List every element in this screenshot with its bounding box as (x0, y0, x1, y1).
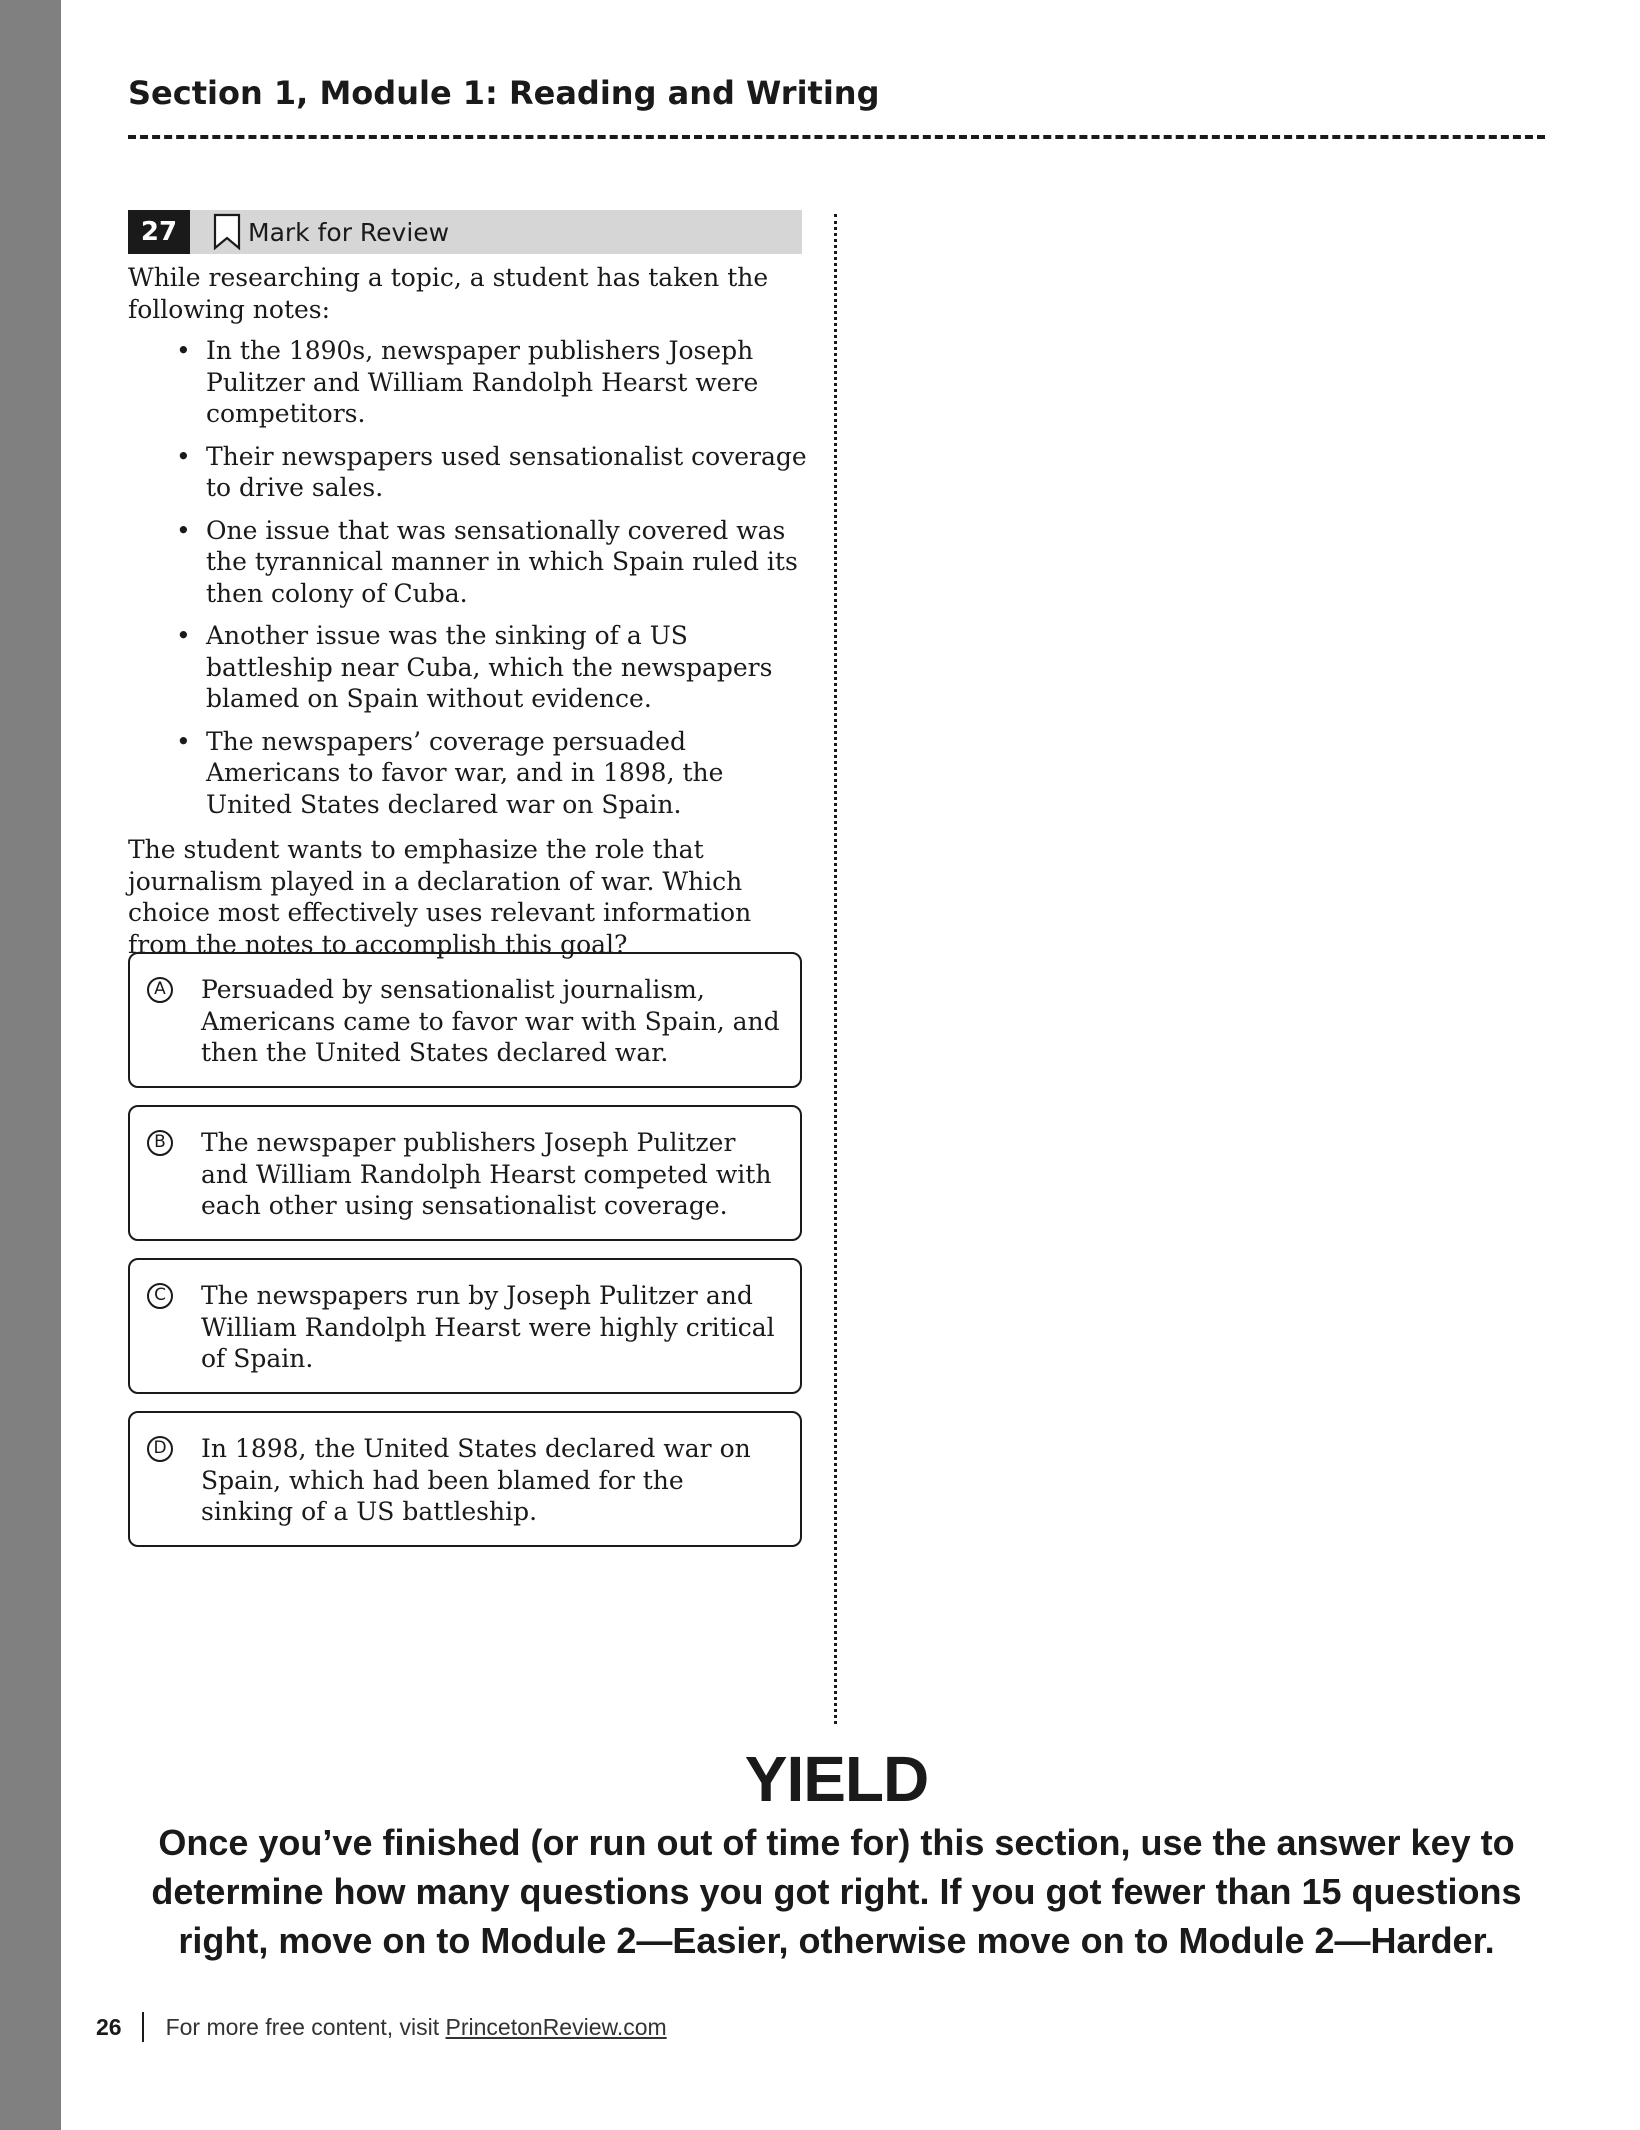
choice-c-text: The newspapers run by Joseph Pulitzer and William Randolph Hearst were highly critical of Spain. (201, 1281, 775, 1373)
answer-choices (128, 952, 802, 1564)
choice-a[interactable] (128, 952, 802, 1088)
choice-letter-d: D (147, 1436, 173, 1462)
question-prompt: The student wants to emphasize the role that journalism played in a declaration of war. Which choice most effectively uses relevant information from the notes to accomplish this goal? (128, 835, 752, 959)
note-item: • One issue that was sensationally covered was the tyrannical manner in which Spain ruled its then colony of Cuba. (206, 515, 808, 610)
footer-separator (142, 2012, 144, 2042)
page-number: 26 (96, 2013, 122, 2040)
choice-b-text: The newspaper publishers Joseph Pulitzer and William Randolph Hearst competed with each other using sensationalist coverage. (201, 1128, 772, 1220)
notes-list (128, 335, 808, 820)
yield-instructions: Once you’ve finished (or run out of time for) this section, use the answer key to determine how many questions you got right. If you got fewer than 15 questions right, move on to Module 2—Easier, otherwise move on to Module 2—Harder. (151, 1822, 1522, 1961)
choice-a-text: Persuaded by sensationalist journalism, Americans came to favor war with Spain, and then the United States declared war. (201, 975, 780, 1067)
note-item: • Their newspapers used sensationalist coverage to drive sales. (206, 441, 808, 504)
yield-title: YIELD (744, 1743, 929, 1815)
choice-d[interactable] (128, 1411, 802, 1547)
choice-letter-c: C (147, 1283, 173, 1309)
question-header (128, 210, 802, 254)
choice-letter-b: B (147, 1130, 173, 1156)
footer-link[interactable]: PrincetonReview.com (445, 2013, 667, 2040)
note-item: • Another issue was the sinking of a US battleship near Cuba, which the newspapers blamed on Spain without evidence. (206, 620, 808, 715)
note-item: • In the 1890s, newspaper publishers Joseph Pulitzer and William Randolph Hearst were competitors. (206, 335, 808, 430)
page-footer (96, 2012, 667, 2042)
section-title: Section 1, Module 1: Reading and Writing (128, 74, 880, 112)
left-margin-bar (0, 0, 61, 2130)
choice-c[interactable] (128, 1258, 802, 1394)
bookmark-icon[interactable] (212, 213, 242, 251)
footer-text: For more free content, visit (165, 2013, 446, 2040)
question-intro: While researching a topic, a student has taken the following notes: (128, 263, 769, 324)
question-body (128, 262, 808, 960)
note-item: • The newspapers’ coverage persuaded Americans to favor war, and in 1898, the United States declared war on Spain. (206, 726, 808, 821)
choice-letter-a: A (147, 977, 173, 1003)
choice-b[interactable] (128, 1105, 802, 1241)
title-rule (128, 135, 1545, 139)
question-number: 27 (128, 210, 190, 254)
column-divider (834, 214, 837, 1724)
mark-for-review-label[interactable]: Mark for Review (248, 217, 450, 247)
choice-d-text: In 1898, the United States declared war on Spain, which had been blamed for the sinking of a US battleship. (201, 1434, 751, 1526)
